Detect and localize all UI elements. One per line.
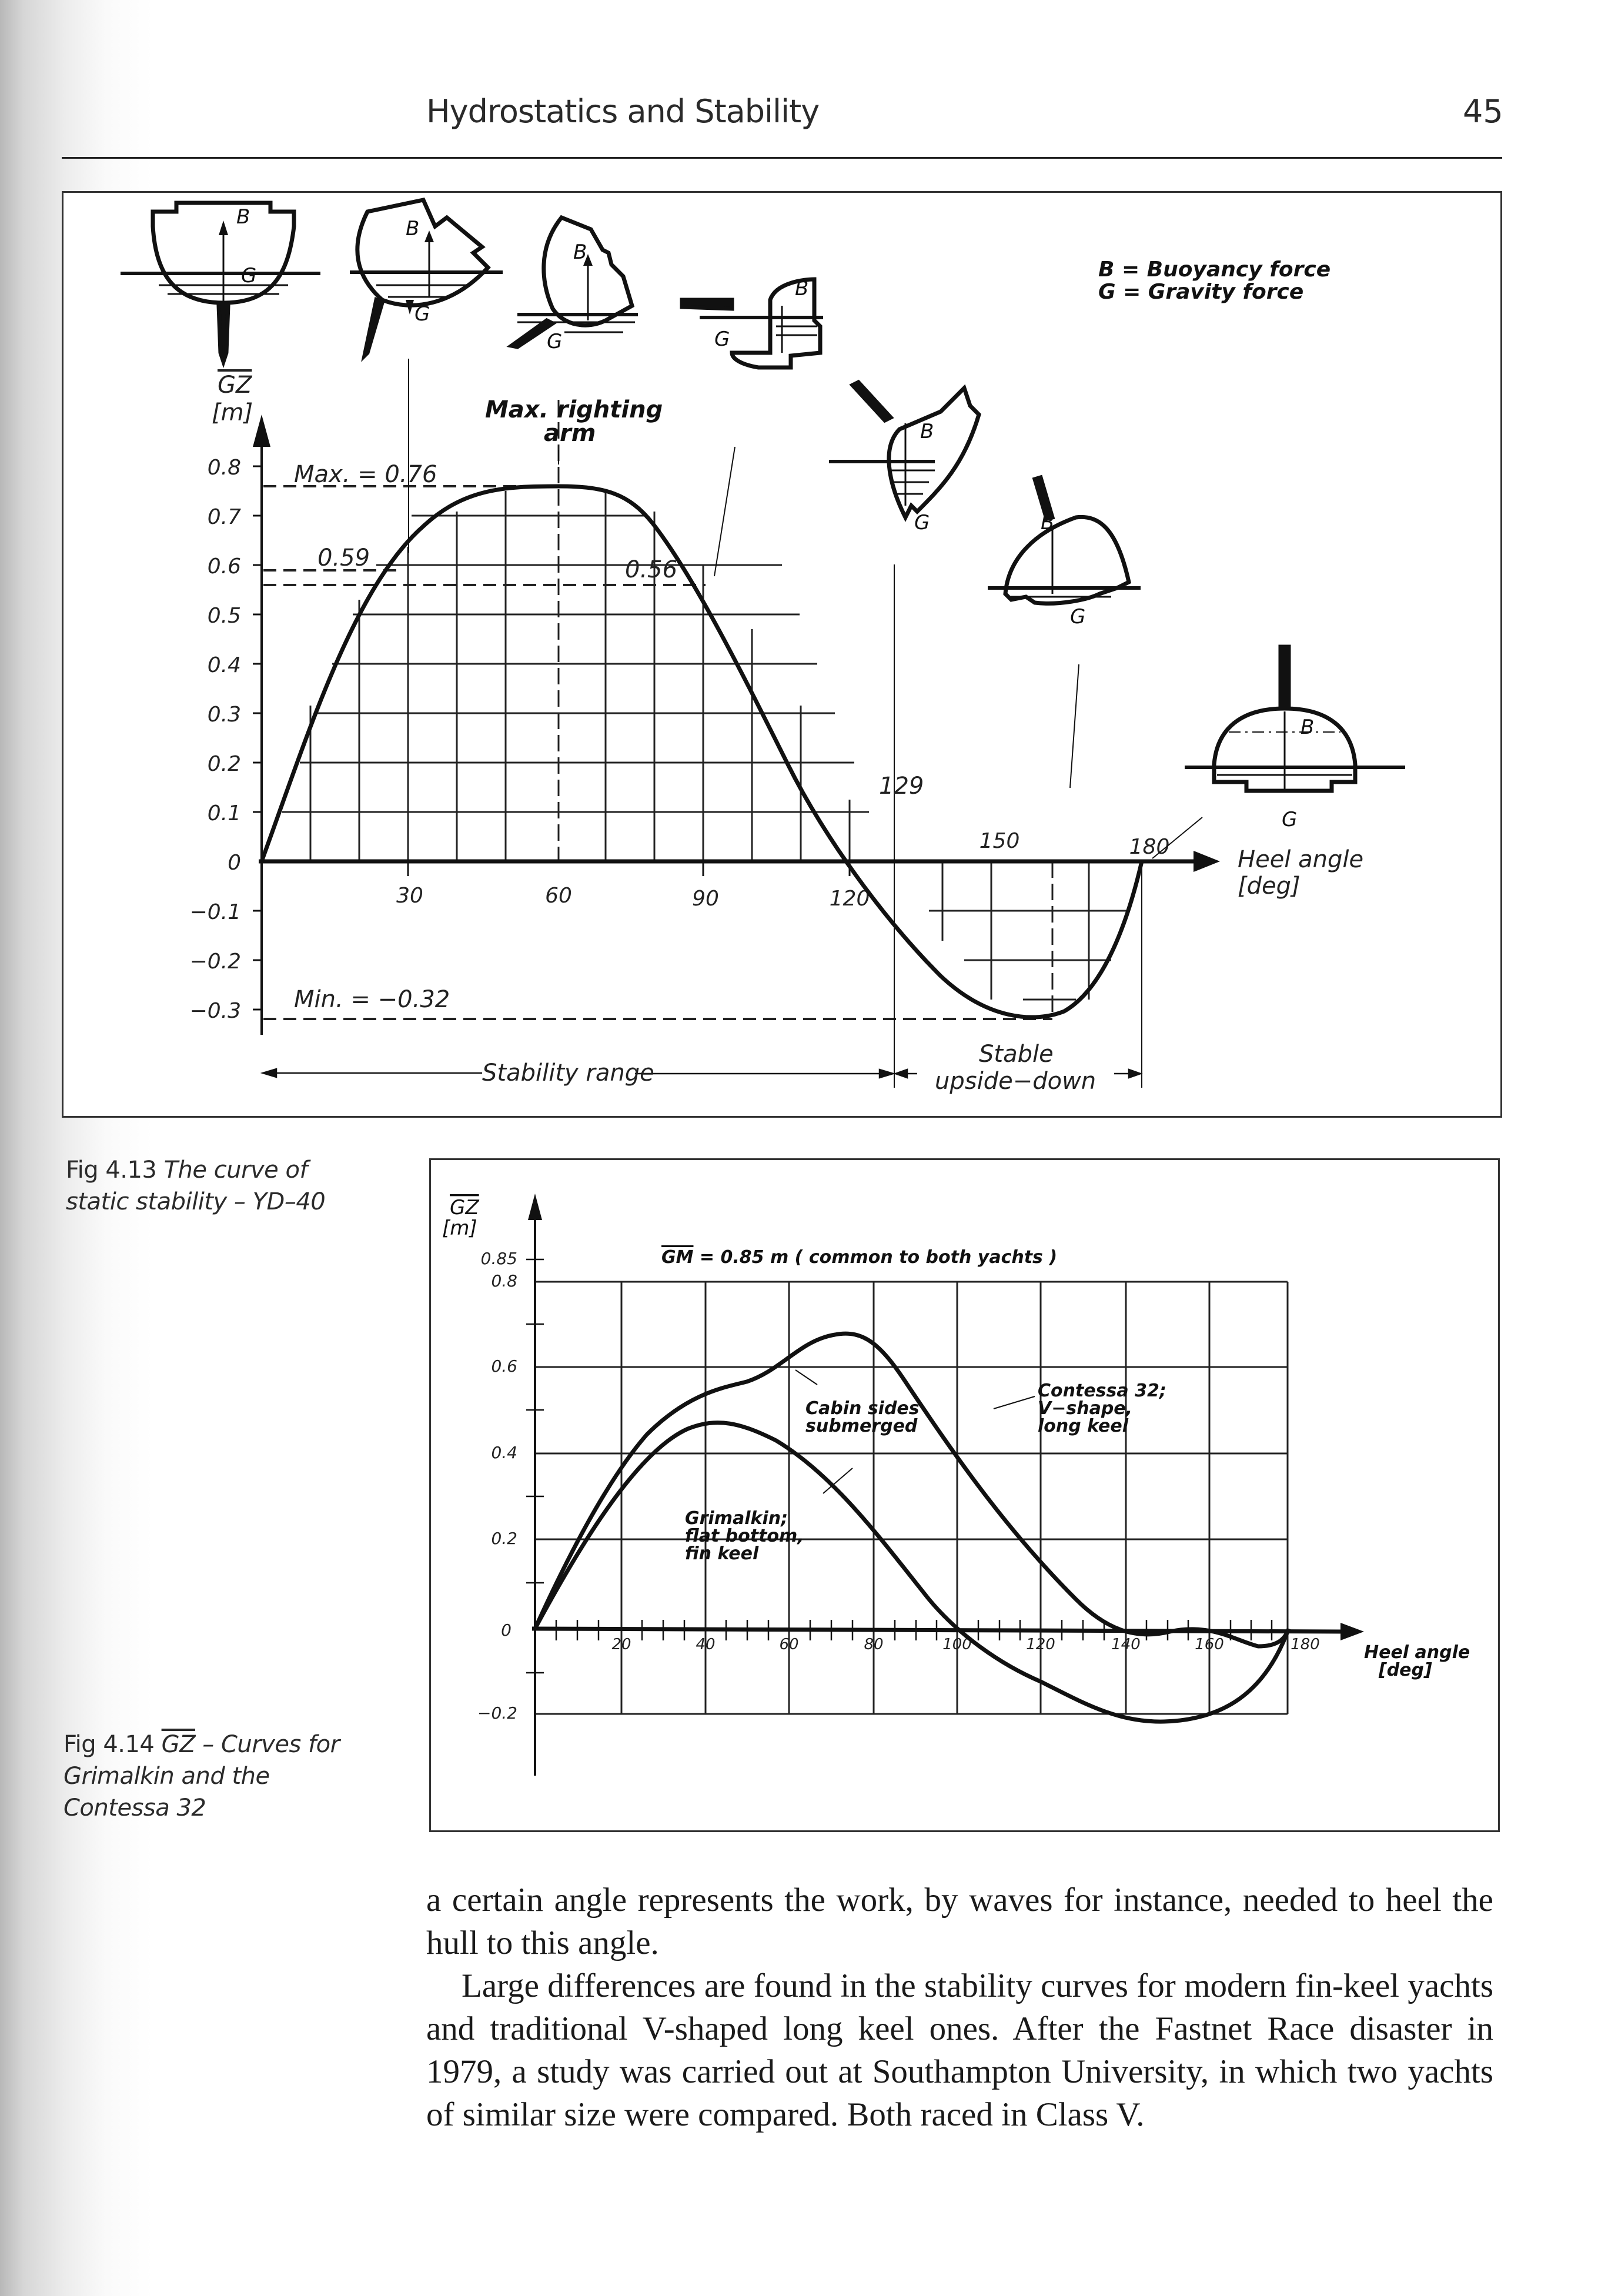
hull-upright-icon (121, 203, 320, 362)
page-number: 45 (1463, 93, 1503, 130)
fig414-y-label-1: GZ (450, 1196, 479, 1219)
svg-text:0.4: 0.4 (207, 653, 241, 677)
svg-text:140: 140 (1111, 1636, 1141, 1653)
svg-text:20: 20 (611, 1636, 631, 1653)
gm-note: GM = 0.85 m ( common to both yachts ) (661, 1247, 1058, 1268)
fig414-x-label-2: [deg] (1379, 1660, 1432, 1680)
paragraph-1: a certain angle represents the work, by waves for instance, needed to heel the hull to this angle. (426, 1881, 1493, 1961)
fig413-stable-upside-1: Stable (979, 1041, 1054, 1068)
fig414-grid (535, 1282, 1288, 1714)
svg-text:150: 150 (979, 829, 1020, 853)
svg-text:180: 180 (1291, 1636, 1320, 1653)
cabin-sides-label-2: submerged (805, 1416, 918, 1436)
grimalkin-label-2: flat bottom, (685, 1526, 804, 1546)
svg-text:0: 0 (228, 851, 241, 875)
svg-text:B: B (573, 240, 587, 264)
fig414-minor-ticks (526, 1259, 1272, 1673)
svg-text:30: 30 (396, 884, 423, 908)
svg-text:40: 40 (696, 1636, 716, 1653)
fig413-stability-range: Stability range (482, 1060, 654, 1087)
caption-number: Fig 4.14 (63, 1731, 155, 1758)
cabin-sides-label-1: Cabin sides (805, 1398, 920, 1419)
grimalkin-label-3: fin keel (685, 1543, 759, 1564)
svg-text:80: 80 (864, 1636, 884, 1653)
contessa-label-2: V−shape, (1038, 1398, 1133, 1419)
fig413-x-label-2: [deg] (1238, 873, 1301, 900)
paragraph-2: Large differences are found in the stability curves for modern fin-keel yachts and traditional V-shaped long keel ones. After the Fastnet Race disaster in 1979, a study was carried out at Southampton University, in which two yachts of similar size were compared. Both raced in Class V. (426, 1967, 1493, 2133)
grimalkin-curve (535, 1423, 1288, 1722)
svg-text:G: G (914, 511, 930, 534)
contessa-label-1: Contessa 32; (1038, 1381, 1166, 1401)
svg-text:−0.2: −0.2 (189, 950, 241, 974)
svg-text:−0.3: −0.3 (189, 999, 241, 1023)
svg-text:120: 120 (1026, 1636, 1055, 1653)
svg-text:B: B (1041, 511, 1055, 534)
fig413-y-label-2: [m] (212, 399, 253, 426)
svg-text:B: B (1301, 716, 1315, 739)
svg-text:0.7: 0.7 (207, 505, 241, 529)
arrow-up-icon (528, 1194, 542, 1220)
svg-text:0.85: 0.85 (480, 1249, 517, 1268)
svg-text:G: G (241, 264, 257, 288)
svg-text:100: 100 (942, 1636, 972, 1653)
svg-text:G: G (714, 327, 730, 351)
running-head: Hydrostatics and Stability (426, 93, 820, 130)
hull-capsized-icon (1185, 647, 1405, 791)
fig413-max-arm-1: Max. righting (485, 396, 663, 423)
svg-text:0.4: 0.4 (491, 1443, 517, 1462)
legend-gravity: G = Gravity force (1098, 280, 1304, 304)
body-text (426, 1879, 1493, 2136)
svg-text:B: B (920, 420, 934, 443)
contessa-32-curve (535, 1334, 1289, 1646)
svg-text:B: B (406, 217, 420, 240)
grimalkin-label-1: Grimalkin; (685, 1508, 788, 1529)
caption-text-2: Grimalkin and the (63, 1763, 270, 1790)
svg-text:G: G (414, 302, 430, 326)
fig413-129-label: 129 (879, 773, 924, 800)
fig413-059-label: 0.59 (317, 544, 370, 572)
fig413-y-label-1: GZ (218, 372, 252, 399)
svg-text:B: B (795, 277, 809, 300)
figure-4-14-caption (63, 1729, 393, 1824)
caption-text-3: Contessa 32 (63, 1794, 206, 1822)
svg-text:0.2: 0.2 (491, 1529, 517, 1548)
fig414-x-label-1: Heel angle (1364, 1642, 1470, 1663)
svg-text:160: 160 (1195, 1636, 1224, 1653)
svg-text:0.5: 0.5 (207, 604, 241, 628)
svg-text:0: 0 (501, 1620, 512, 1640)
caption-text-2: static stability – YD–40 (66, 1188, 326, 1215)
fig413-056-label: 0.56 (625, 556, 678, 583)
svg-text:120: 120 (829, 887, 870, 911)
svg-text:−0.1: −0.1 (189, 900, 241, 924)
fig413-stable-upside-2: upside−down (935, 1068, 1096, 1095)
hull-heel-60-icon (512, 218, 638, 347)
caption-text-1: The curve of (163, 1157, 308, 1184)
svg-text:60: 60 (545, 884, 572, 908)
svg-text:0.8: 0.8 (491, 1271, 517, 1291)
svg-text:0.3: 0.3 (207, 703, 241, 727)
arrow-right-icon (1340, 1623, 1364, 1640)
arrow-up-icon (253, 415, 270, 447)
fig413-grid (282, 491, 1129, 1000)
svg-text:90: 90 (692, 887, 719, 911)
svg-text:180: 180 (1129, 835, 1170, 859)
legend-buoyancy: B = Buoyancy force (1098, 258, 1331, 282)
svg-text:−0.2: −0.2 (477, 1703, 517, 1723)
contessa-label-3: long keel (1038, 1416, 1129, 1436)
svg-text:60: 60 (779, 1636, 799, 1653)
caption-text-1: – Curves for (195, 1731, 340, 1758)
figure-4-13-chart (0, 0, 1608, 1117)
caption-number: Fig 4.13 (66, 1157, 157, 1184)
hull-heel-150-icon (988, 477, 1141, 603)
fig413-x-label-1: Heel angle (1238, 846, 1364, 873)
svg-text:G: G (547, 330, 563, 353)
svg-text:0.2: 0.2 (207, 752, 241, 776)
fig413-min-label: Min. = −0.32 (294, 986, 450, 1013)
svg-text:B: B (236, 205, 250, 229)
arrow-right-icon (1194, 851, 1220, 872)
hull-heel-30-icon (350, 200, 503, 356)
svg-text:0.6: 0.6 (491, 1356, 517, 1376)
svg-text:0.8: 0.8 (207, 456, 241, 480)
hull-heel-129-icon (829, 382, 979, 517)
svg-text:G: G (1070, 605, 1086, 629)
svg-text:0.6: 0.6 (207, 554, 241, 579)
svg-text:G: G (1282, 808, 1298, 831)
fig414-y-label-2: [m] (442, 1216, 477, 1240)
fig413-max-arm-2: arm (544, 420, 596, 447)
fig413-max-label: Max. = 0.76 (294, 461, 437, 488)
svg-text:0.1: 0.1 (207, 801, 241, 826)
caption-gz: $\overline{GZ}$ (161, 1731, 196, 1758)
